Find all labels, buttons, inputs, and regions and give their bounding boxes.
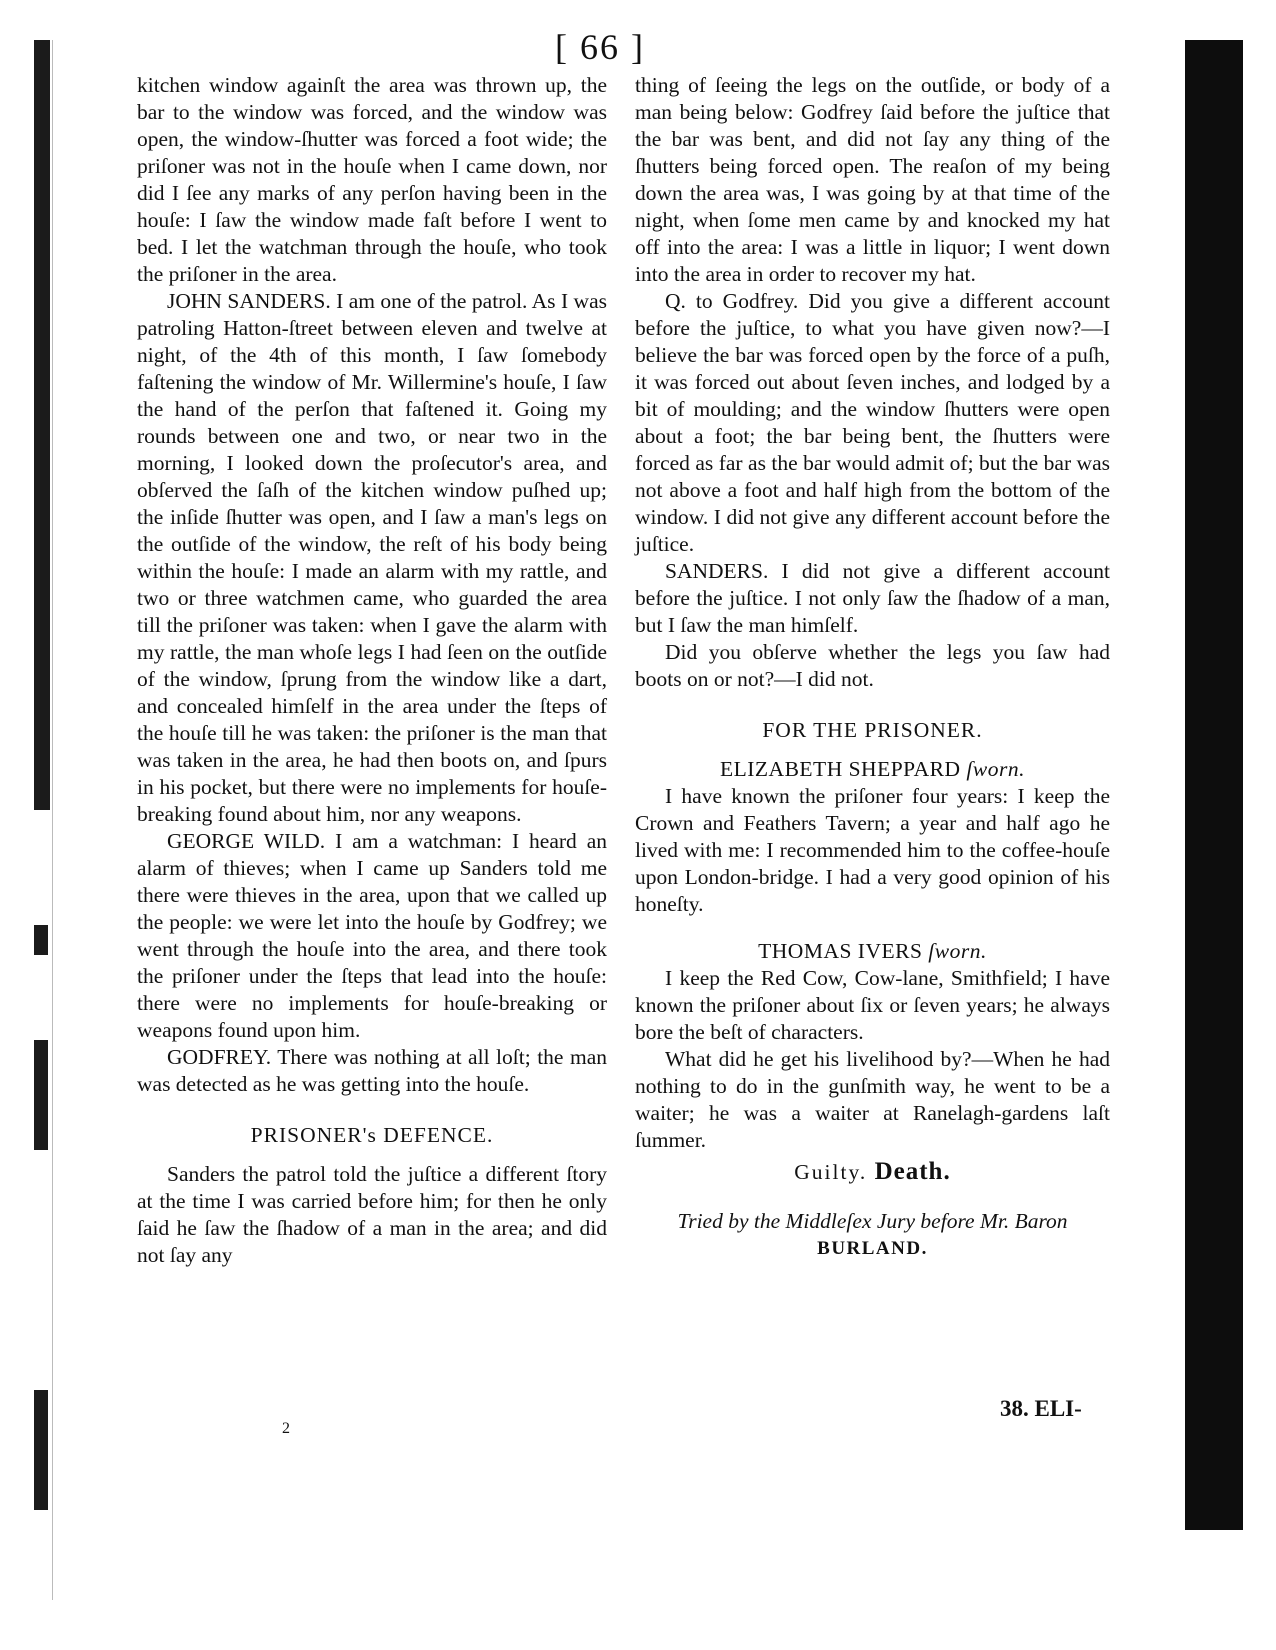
for-prisoner-heading: FOR THE PRISONER.	[762, 718, 983, 742]
witness-sworn: ſworn.	[966, 757, 1025, 781]
witness-heading	[635, 938, 1110, 965]
catchword: 38. ELI-	[1000, 1396, 1082, 1421]
paragraph: kitchen window againſt the area was thrown up, the bar to the window was forced, and the window was open, the window-ſhutter was forced a foot wide; the priſoner was not in the houſe when I came down, nor did I ſee any marks of any perſon having been in the houſe: I ſaw the window made faſt before I went to bed. I let the watchman through the houſe, who took the priſoner in the area.	[137, 73, 607, 286]
witness-name: ELIZABETH SHEPPARD	[720, 757, 961, 781]
defence-heading: PRISONER's DEFENCE.	[250, 1123, 494, 1147]
scan-left-fragment	[34, 925, 48, 955]
witness-heading	[635, 756, 1110, 783]
paragraph: GEORGE WILD. I am a watchman: I heard an alarm of thieves; when I came up Sanders told me there were thieves in the area, upon that we called up the people: we were let into the houſe by Godfrey; we went through the houſe into the area, and there took the priſoner under the ſteps that lead into the houſe: there were no implements for houſe-breaking or weapons found upon him.	[137, 829, 607, 1042]
right-column	[635, 72, 1110, 1262]
signature-mark: 2	[282, 1420, 290, 1437]
paragraph: I have known the priſoner four years: I keep the Crown and Feathers Tavern; a year and half ago he lived with me: I recommended him to the coffee-houſe upon London-bridge. I had a very good opinion of his honeſty.	[635, 784, 1110, 916]
witness-sworn: ſworn.	[928, 939, 987, 963]
verdict-guilty: Guilty.	[794, 1160, 868, 1184]
paragraph: JOHN SANDERS. I am one of the patrol. As I was patroling Hatton-ſtreet between eleven and twelve at night, of the 4th of this month, I ſaw ſomebody faſtening the window of Mr. Willermine's houſe, I ſaw the hand of the perſon that faſtened it. Going my rounds between one and two, or near two in the morning, I looked down the proſecutor's area, and obſerved the ſaſh of the kitchen window puſhed up; the inſide ſhutter was open, and I ſaw a man's legs on the outſide of the window, the reſt of his body being within the houſe: I made an alarm with my rattle, and two or three watchmen came, who guarded the area till the priſoner was taken: when I gave the alarm with my rattle, the man whoſe legs I had ſeen on the outſide of the window, ſprung from the window like a dart, and concealed himſelf in the area under the ſteps of the houſe till he was taken: the priſoner is the man that was taken in the area, he had then boots on, and ſpurs in his pocket, but there were no implements for houſe-breaking found about him, nor any weapons.	[137, 289, 607, 826]
paragraph: Did you obſerve whether the legs you ſaw had boots on or not?—I did not.	[635, 640, 1110, 691]
baron-name: BURLAND.	[817, 1238, 928, 1259]
scan-left-fragment	[34, 1390, 48, 1510]
paragraph: GODFREY. There was nothing at all loſt; the man was detected as he was getting into the houſe.	[137, 1045, 607, 1096]
paragraph: SANDERS. I did not give a different account before the juſtice. I not only ſaw the ſhadow of a man, but I ſaw the man himſelf.	[635, 559, 1110, 637]
scan-left-fragment	[34, 1040, 48, 1150]
paragraph: thing of ſeeing the legs on the outſide, or body of a man being below: Godfrey ſaid before the juſtice that the bar was bent, and did not ſay any thing of the ſhutters being forced open. The reaſon of my being down the area was, I was going by at that time of the night, when ſome men came by and knocked my hat off into the area: I was a little in liquor; I went down into the area in order to recover my hat.	[635, 73, 1110, 286]
tried-line: Tried by the Middleſex Jury before Mr. Baron	[677, 1209, 1068, 1233]
paragraph: Q. to Godfrey. Did you give a different account before the juſtice, to what you have given now?—I believe the bar was forced open by the force of a puſh, it was forced out about ſeven inches, and lodged by a bit of moulding; and the window ſhutters were open about a foot; the bar being bent, the ſhutters were forced as far as the bar would admit of; but the bar was not above a foot and half high from the bottom of the window. I did not give any different account before the juſtice.	[635, 289, 1110, 556]
left-column	[137, 72, 607, 1269]
scan-left-bar	[34, 40, 50, 810]
verdict	[635, 1158, 1110, 1186]
verdict-sentence: Death.	[874, 1158, 951, 1185]
paragraph: What did he get his livelihood by?—When he had nothing to do in the gunſmith way, he went to be a waiter; he was a waiter at Ranelagh-gardens laſt ſummer.	[635, 1047, 1110, 1152]
witness-name: THOMAS IVERS	[758, 939, 923, 963]
paragraph: I keep the Red Cow, Cow-lane, Smithfield; I have known the priſoner about ſix or ſeven years; he always bore the beſt of characters.	[635, 966, 1110, 1044]
scan-right-bar	[1185, 40, 1243, 1530]
page-number: [ 66 ]	[555, 27, 645, 67]
paragraph: Sanders the patrol told the juſtice a different ſtory at the time I was carried before him; for then he only ſaid he ſaw the ſhadow of a man in the area; and did not ſay any	[137, 1162, 607, 1267]
